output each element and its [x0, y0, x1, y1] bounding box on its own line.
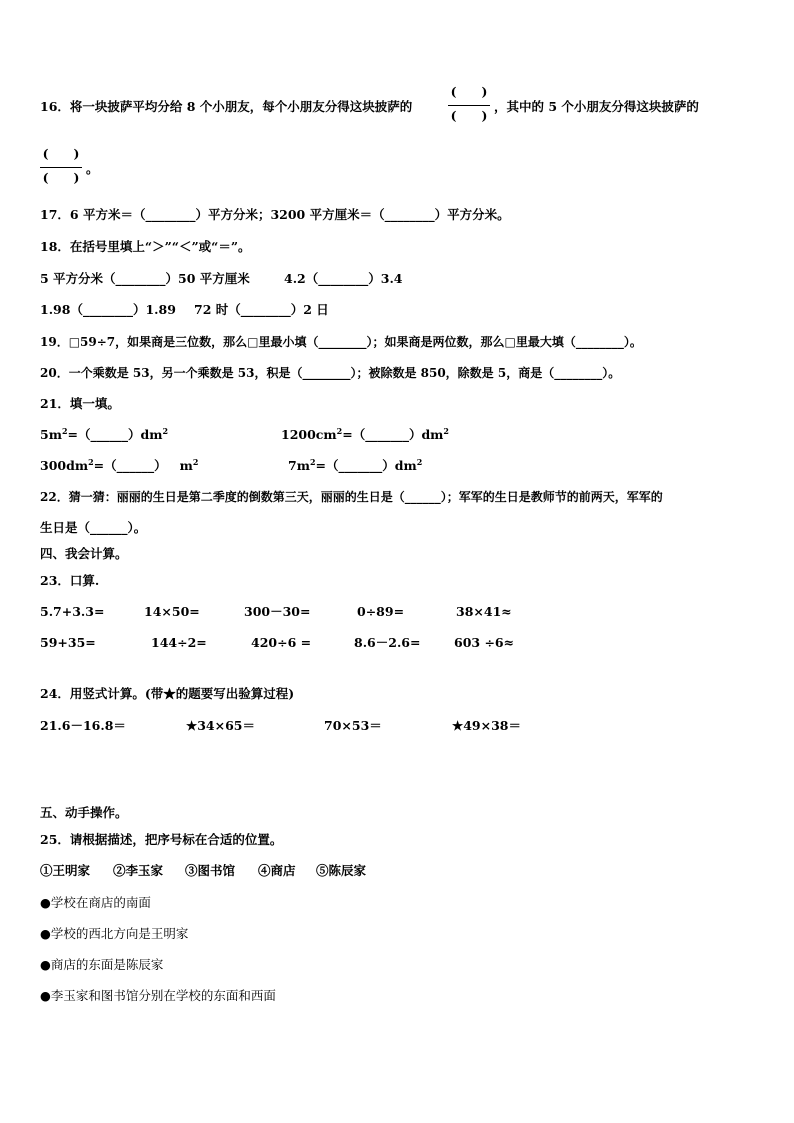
- q25-option-1: ①王明家: [40, 863, 91, 878]
- q23-r1-c1: 5.7+3.3=: [40, 604, 105, 619]
- q16-fraction-1: [446, 84, 492, 130]
- q23-r2-c2: 144÷2=: [151, 635, 207, 650]
- section-4-heading: 四、我会计算。: [40, 546, 128, 561]
- section-5-heading: 五、动手操作。: [40, 805, 128, 820]
- q21-stem: 21．填一填。: [40, 396, 120, 411]
- q21-item-a: $5m^2=(\_\_\_\_\_\_)dm^2$: [40, 425, 169, 442]
- q24-item-1: 21.6－16.8＝: [40, 718, 126, 733]
- q25-option-5: ⑤陈辰家: [316, 863, 367, 878]
- q16-end: 。: [86, 161, 99, 176]
- q18-item-1: 5 平方分米（________）50 平方厘米: [40, 271, 250, 286]
- fraction-bar: [40, 167, 82, 168]
- q25-option-2: ②李玉家: [113, 863, 164, 878]
- q22-line-1: 22．猜一猜：丽丽的生日是第二季度的倒数第三天，丽丽的生日是（______）；军军的生日是教师节的前两天，军军的: [40, 490, 663, 504]
- q18-stem: 18．在括号里填上“＞”“＜”或“＝”。: [40, 239, 251, 254]
- q21-item-b: $1200cm^2=(\_\_\_\_\_\_\_)dm^2$: [281, 425, 449, 442]
- q21-item-d: $7m^2=(\_\_\_\_\_\_\_)dm^2$: [288, 456, 423, 473]
- q23-r1-c2: 14×50=: [144, 604, 200, 619]
- q24-item-2: ★34×65＝: [186, 718, 255, 733]
- q20-text: 20．一个乘数是 53，另一个乘数是 53，积是（________）；被除数是 850，除数是 5，商是（________）。: [40, 366, 621, 380]
- q16-text-part1: 16．将一块披萨平均分给 8 个小朋友，每个小朋友分得这块披萨的: [40, 99, 413, 114]
- q23-r1-c4: 0÷89=: [357, 604, 405, 619]
- q23-r2-c1: 59+35=: [40, 635, 96, 650]
- q23-r1-c3: 300－30=: [244, 604, 311, 619]
- q24-item-3: 70×53＝: [324, 718, 382, 733]
- q25-clue-2: ●学校的西北方向是王明家: [40, 926, 189, 941]
- q16-text-part2: ，其中的 5 个小朋友分得这块披萨的: [494, 99, 699, 114]
- q16-fraction-2: [38, 146, 84, 192]
- q23-r2-c3: 420÷6 =: [251, 635, 312, 650]
- fraction-numerator: ( ): [42, 146, 80, 161]
- q17-text: 17．6 平方米＝（________）平方分米；3200 平方厘米＝（________）平方分米。: [40, 207, 510, 222]
- fraction-bar: [448, 105, 490, 106]
- q25-clue-4: ●李玉家和图书馆分别在学校的东面和西面: [40, 988, 276, 1003]
- q21-item-c: $300dm^2=(\_\_\_\_\_\_)$ $m^2$: [40, 456, 199, 473]
- q23-r1-c5: 38×41≈: [456, 604, 512, 619]
- q22-line-2: 生日是（______）。: [40, 520, 147, 535]
- q24-stem: 24．用竖式计算。(带★的题要写出验算过程): [40, 686, 295, 701]
- q24-item-4: ★49×38＝: [452, 718, 521, 733]
- q23-r2-c5: 603 ÷6≈: [454, 635, 515, 650]
- q25-clue-1: ●学校在商店的南面: [40, 895, 151, 910]
- q25-option-4: ④商店: [258, 863, 296, 878]
- q25-option-3: ③图书馆: [185, 863, 236, 878]
- q25-clue-3: ●商店的东面是陈辰家: [40, 957, 164, 972]
- q23-r2-c4: 8.6－2.6=: [354, 635, 421, 650]
- q23-stem: 23．口算.: [40, 573, 100, 588]
- q18-item-4: 72 时（________）2 日: [194, 302, 329, 317]
- q18-item-3: 1.98（________）1.89: [40, 302, 176, 317]
- q19-text: 19．□59÷7，如果商是三位数，那么□里最小填（________）；如果商是两位数，那么□里最大填（________）。: [40, 335, 642, 349]
- q18-item-2: 4.2（________）3.4: [284, 271, 403, 286]
- fraction-numerator: ( ): [450, 84, 488, 99]
- q25-stem: 25．请根据描述，把序号标在合适的位置。: [40, 832, 283, 847]
- fraction-denominator: ( ): [42, 170, 80, 185]
- fraction-denominator: ( ): [450, 108, 488, 123]
